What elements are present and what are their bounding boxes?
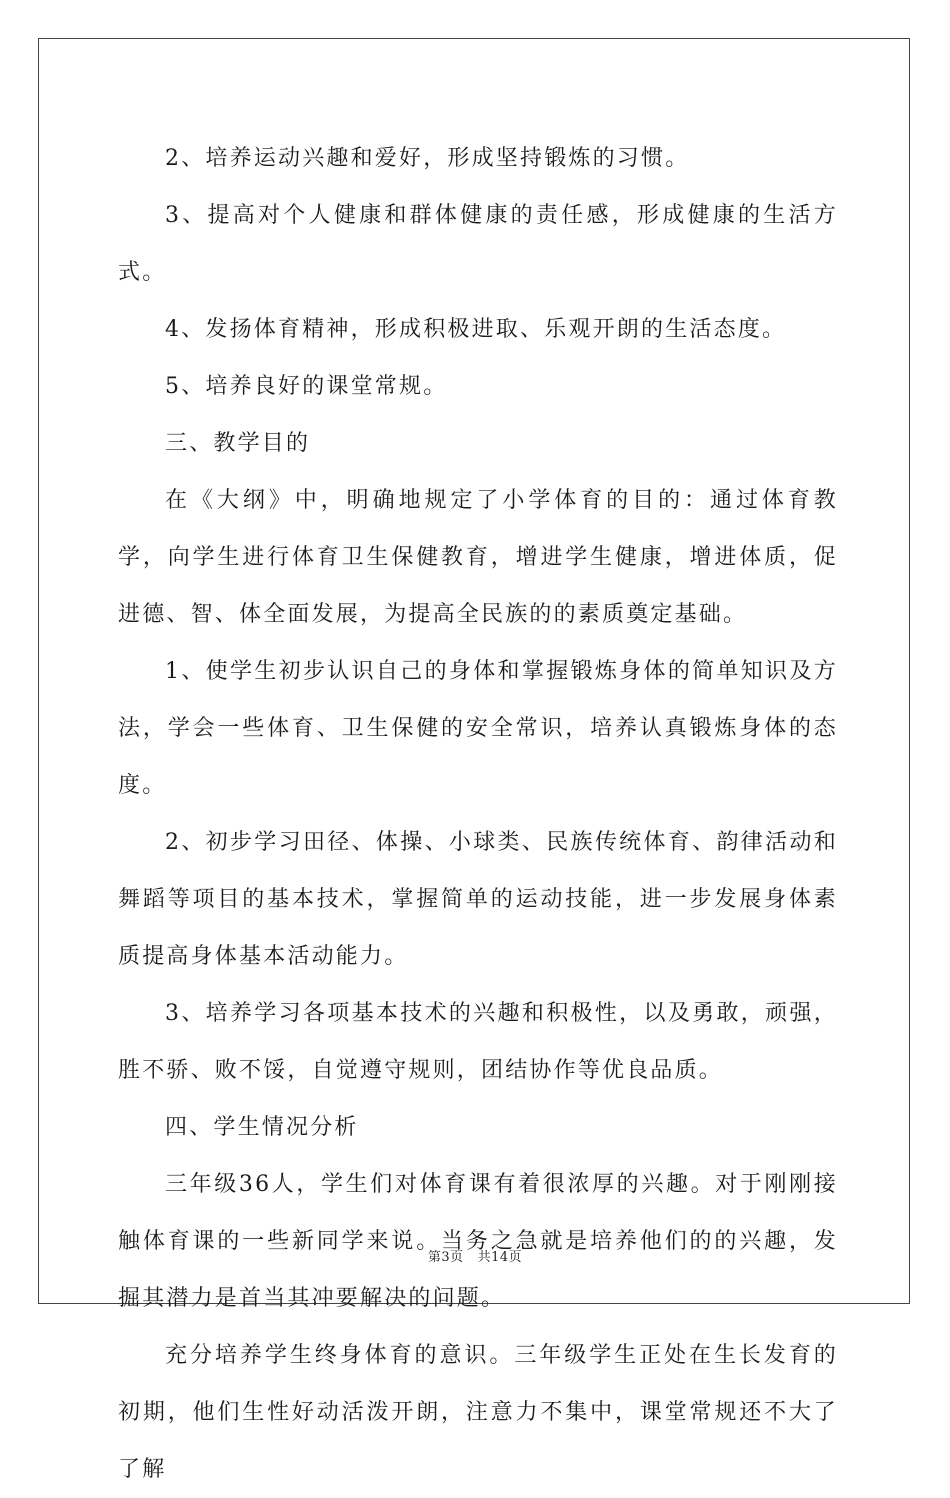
paragraph: 1、使学生初步认识自己的身体和掌握锻炼身体的简单知识及方法，学会一些体育、卫生保健的安全常识，培养认真锻炼身体的态度。 bbox=[118, 659, 838, 798]
paragraph: 在《大纲》中，明确地规定了小学体育的目的：通过体育教学，向学生进行体育卫生保健教育，增进学生健康，增进体质，促进德、智、体全面发展，为提高全民族的的素质奠定基础。 bbox=[118, 488, 838, 627]
paragraph: 3、提高对个人健康和群体健康的责任感，形成健康的生活方式。 bbox=[118, 203, 838, 285]
paragraph: 2、培养运动兴趣和爱好，形成坚持锻炼的习惯。 bbox=[165, 146, 690, 171]
page-total: 共14页 bbox=[477, 1250, 523, 1265]
section-heading: 三、教学目的 bbox=[165, 431, 311, 456]
document-body bbox=[118, 130, 838, 1498]
paragraph: 2、初步学习田径、体操、小球类、民族传统体育、韵律活动和舞蹈等项目的基本技术，掌握简单的运动技能，进一步发展身体素质提高身体基本活动能力。 bbox=[118, 830, 838, 969]
paragraph: 4、发扬体育精神，形成积极进取、乐观开朗的生活态度。 bbox=[165, 317, 787, 342]
section-heading: 四、学生情况分析 bbox=[165, 1115, 359, 1140]
page-number: 第3页 bbox=[427, 1250, 464, 1265]
page-footer bbox=[0, 1246, 950, 1265]
paragraph: 3、培养学习各项基本技术的兴趣和积极性，以及勇敢，顽强，胜不骄、败不馁，自觉遵守规则，团结协作等优良品质。 bbox=[118, 1001, 838, 1083]
paragraph: 三年级36人，学生们对体育课有着很浓厚的兴趣。对于刚刚接触体育课的一些新同学来说。当务之急就是培养他们的的兴趣，发掘其潜力是首当其冲要解决的问题。 bbox=[118, 1172, 838, 1311]
paragraph: 充分培养学生终身体育的意识。三年级学生正处在生长发育的初期，他们生性好动活泼开朗，注意力不集中，课堂常规还不大了了解 bbox=[118, 1343, 838, 1482]
paragraph: 5、培养良好的课堂常规。 bbox=[165, 374, 448, 399]
